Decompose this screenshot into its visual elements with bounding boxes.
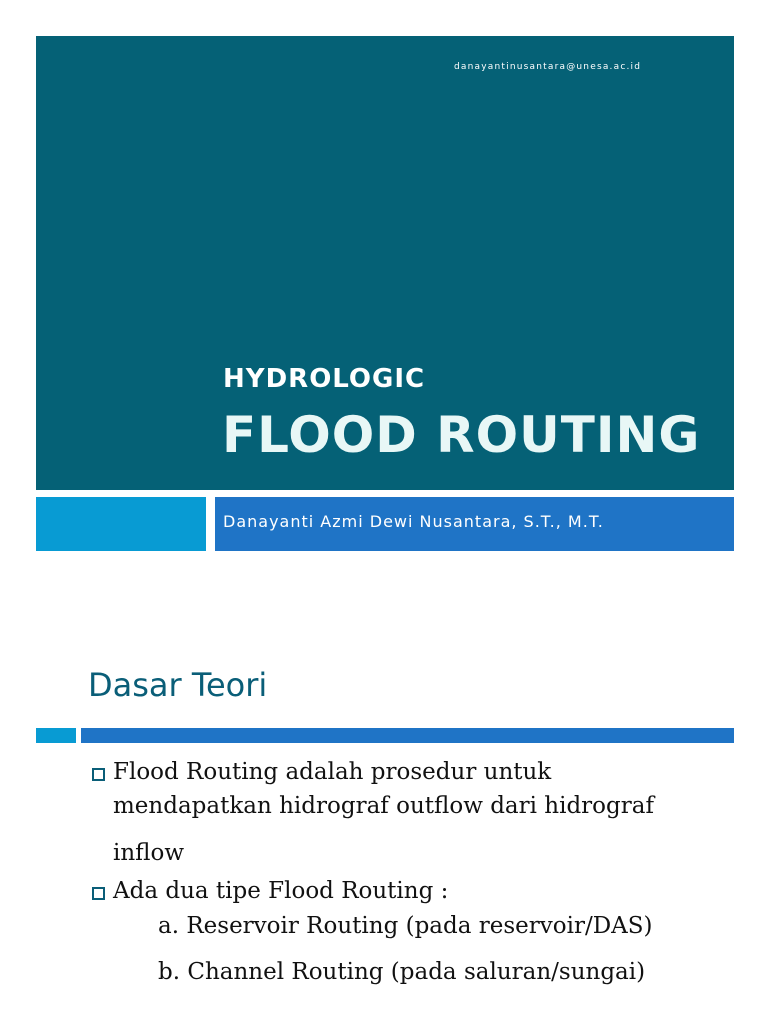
author-name: Danayanti Azmi Dewi Nusantara, S.T., M.T. [223,512,604,531]
bullet-1-line-1: Flood Routing adalah prosedur untuk [113,759,552,785]
accent-bar-left [36,497,206,551]
square-bullet-icon [92,887,105,900]
bullet-1-line-3: inflow [113,840,185,866]
sub-item-reservoir-routing: a. Reservoir Routing (pada reservoir/DAS) [158,913,653,939]
author-email: danayantinusantara@unesa.ac.id [454,62,642,72]
bullet-2-line-1: Ada dua tipe Flood Routing : [113,878,449,904]
section-title: Dasar Teori [88,666,268,704]
title-rule-right [81,728,734,743]
square-bullet-icon [92,768,105,781]
bullet-1-line-2: mendapatkan hidrograf outflow dari hidrograf [113,793,654,819]
title-rule-left [36,728,76,743]
slide-subtitle: HYDROLOGIC [223,364,426,394]
slide-title: FLOOD ROUTING [222,406,701,464]
sub-item-channel-routing: b. Channel Routing (pada saluran/sungai) [158,959,646,985]
